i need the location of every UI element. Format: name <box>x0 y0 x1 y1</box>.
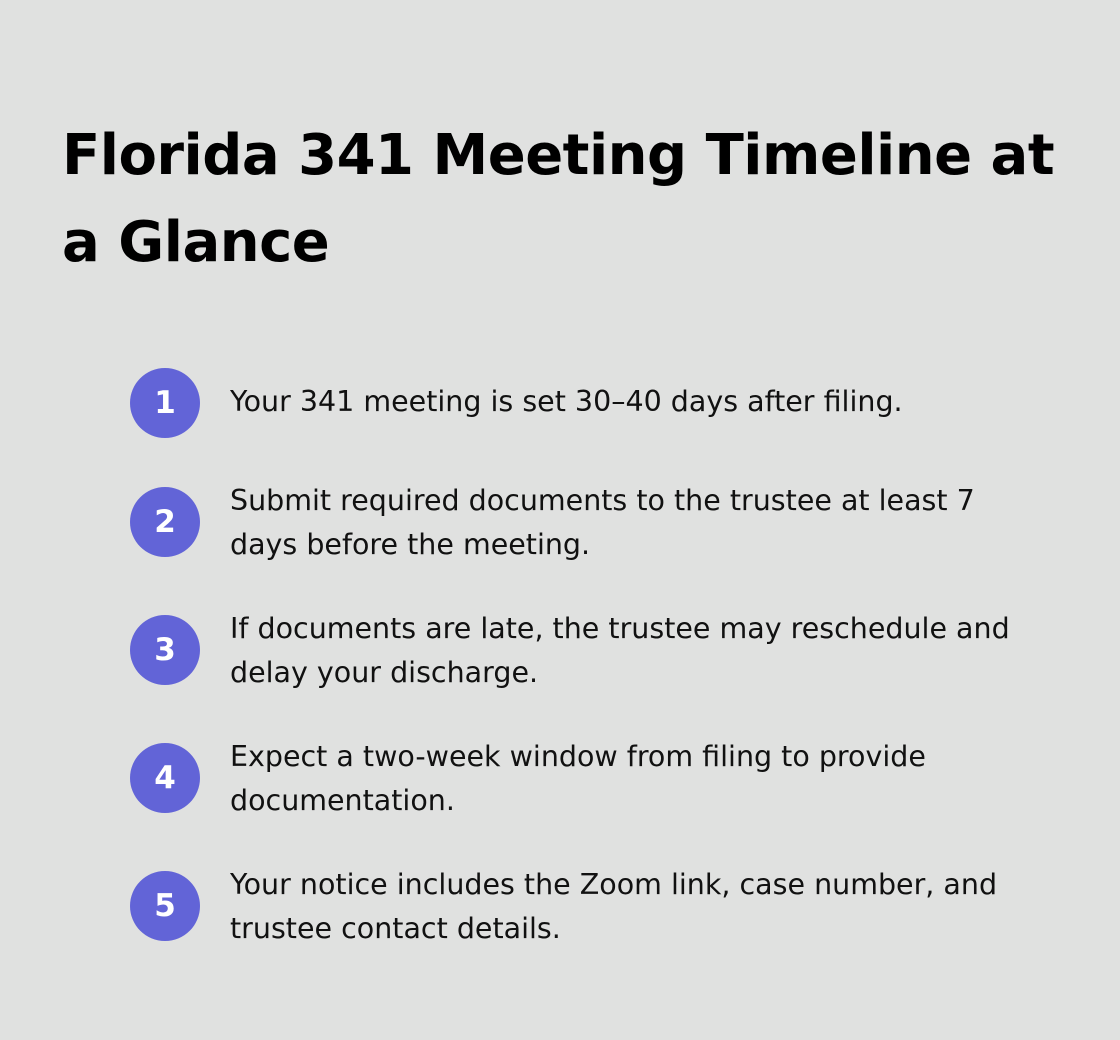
page-title: Florida 341 Meeting Timeline at a Glance <box>62 123 1055 275</box>
timeline-step <box>130 612 1060 705</box>
step-text: Expect a two-week window from filing to provide documentation. <box>230 740 926 817</box>
step-text: Your 341 meeting is set 30–40 days after filing. <box>230 385 903 418</box>
step-text: Your notice includes the Zoom link, case number, and trustee contact details. <box>230 868 998 945</box>
timeline-step <box>130 740 1060 833</box>
step-text: Submit required documents to the trustee at least 7 days before the meeting. <box>230 484 975 561</box>
timeline-step <box>130 868 1060 961</box>
timeline-steps <box>130 0 1060 1040</box>
timeline-step <box>130 484 1060 577</box>
step-number-badge: 1 <box>130 368 200 438</box>
timeline-step <box>130 368 1060 458</box>
step-number-badge: 2 <box>130 487 200 557</box>
step-text: If documents are late, the trustee may reschedule and delay your discharge. <box>230 612 1010 689</box>
step-number-badge: 3 <box>130 615 200 685</box>
step-number-badge: 5 <box>130 871 200 941</box>
step-number-badge: 4 <box>130 743 200 813</box>
